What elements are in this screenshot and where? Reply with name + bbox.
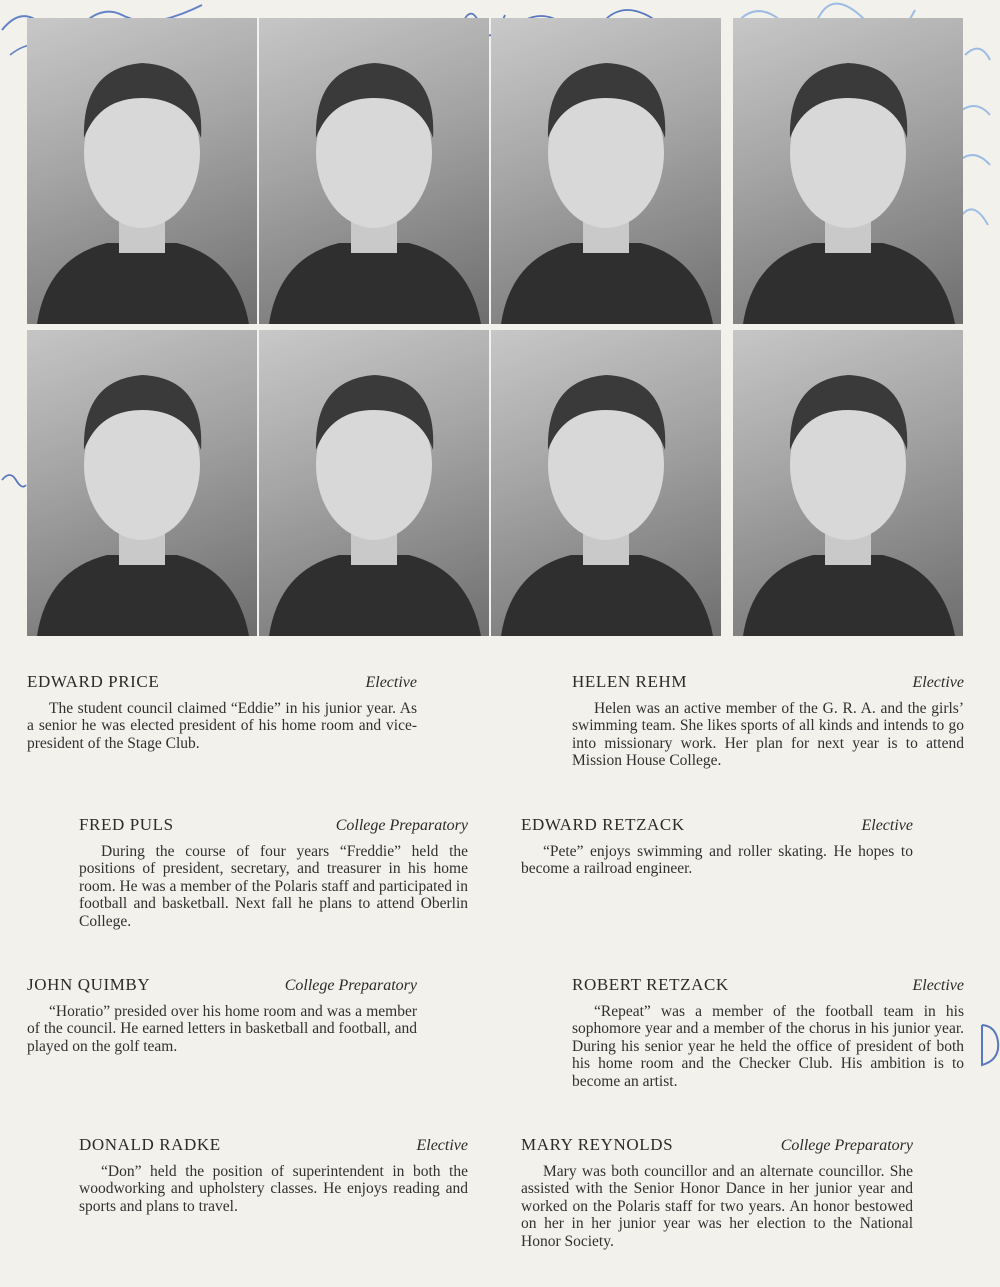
entry-donald-radke xyxy=(79,1135,468,1215)
portrait-silhouette-icon xyxy=(491,18,721,324)
entry-edward-price xyxy=(27,672,417,752)
portrait-silhouette-icon xyxy=(259,330,489,636)
portrait-fred-puls xyxy=(259,18,489,324)
portrait-grid xyxy=(27,18,963,638)
student-name: ROBERT RETZACK xyxy=(572,975,729,994)
portrait-silhouette-icon xyxy=(491,330,721,636)
portrait-edward-price xyxy=(27,18,257,324)
student-name: EDWARD PRICE xyxy=(27,672,160,691)
portrait-silhouette-icon xyxy=(27,18,257,324)
student-bio: The student council claimed “Eddie” in his junior year. As a senior he was elected president of his home room and vice-president of the Stage Club. xyxy=(27,700,417,752)
entry-fred-puls xyxy=(79,815,468,930)
student-bio: During the course of four years “Freddie” held the positions of president, secretary, and treasurer in his home room. He was a member of the Polaris staff and participated in football and basketball. Next fall he plans to attend Oberlin College. xyxy=(79,843,468,930)
student-bio: “Repeat” was a member of the football team in his sophomore year and a member of the chorus in his junior year. During his senior year he held the office of president of both his home room and the Checker Club. His ambition is to become an artist. xyxy=(572,1003,964,1090)
course-label: College Preparatory xyxy=(335,817,468,834)
student-bio: Helen was an active member of the G. R. A. and the girls’ swimming team. She likes sports of all kinds and intends to go into missionary work. Her plan for next year is to attend Mission House College. xyxy=(572,700,964,770)
student-name: FRED PULS xyxy=(79,815,174,834)
portrait-robert-retzack xyxy=(491,330,721,636)
portrait-mary-reynolds xyxy=(733,330,963,636)
portrait-silhouette-icon xyxy=(259,18,489,324)
entry-helen-rehm xyxy=(572,672,964,770)
course-label: Elective xyxy=(861,817,913,834)
handwriting-mark-right xyxy=(978,1020,1000,1070)
portrait-helen-rehm xyxy=(491,18,721,324)
course-label: Elective xyxy=(912,674,964,691)
student-bio: “Horatio” presided over his home room and was a member of the council. He earned letters in basketball and football, and played on the golf team. xyxy=(27,1003,417,1055)
student-bio: Mary was both councillor and an alternate councillor. She assisted with the Senior Honor Dance in her junior year and worked on the Polaris staff for two years. An honor bestowed on her in her junior year was her election to the National Honor Society. xyxy=(521,1163,913,1250)
course-label: College Preparatory xyxy=(284,977,417,994)
student-bio: “Don” held the position of superintendent in both the woodworking and upholstery classes. He enjoys reading and sports and plans to travel. xyxy=(79,1163,468,1215)
course-label: Elective xyxy=(416,1137,468,1154)
portrait-edward-retzack xyxy=(733,18,963,324)
ink-mark-icon xyxy=(0,465,30,495)
course-label: Elective xyxy=(912,977,964,994)
portrait-john-quimby xyxy=(27,330,257,636)
entry-robert-retzack xyxy=(572,975,964,1090)
portrait-silhouette-icon xyxy=(733,18,963,324)
student-bio: “Pete” enjoys swimming and roller skating. He hopes to become a railroad engineer. xyxy=(521,843,913,878)
portrait-silhouette-icon xyxy=(27,330,257,636)
entry-edward-retzack xyxy=(521,815,913,878)
student-name: HELEN REHM xyxy=(572,672,688,691)
student-name: MARY REYNOLDS xyxy=(521,1135,674,1154)
handwriting-mark-left xyxy=(0,465,30,495)
student-name: EDWARD RETZACK xyxy=(521,815,685,834)
ink-letter-icon xyxy=(978,1020,1000,1070)
portrait-silhouette-icon xyxy=(733,330,963,636)
student-name: JOHN QUIMBY xyxy=(27,975,151,994)
entry-john-quimby xyxy=(27,975,417,1055)
course-label: College Preparatory xyxy=(780,1137,913,1154)
student-name: DONALD RADKE xyxy=(79,1135,221,1154)
course-label: Elective xyxy=(365,674,417,691)
portrait-donald-radke xyxy=(259,330,489,636)
entry-mary-reynolds xyxy=(521,1135,913,1250)
